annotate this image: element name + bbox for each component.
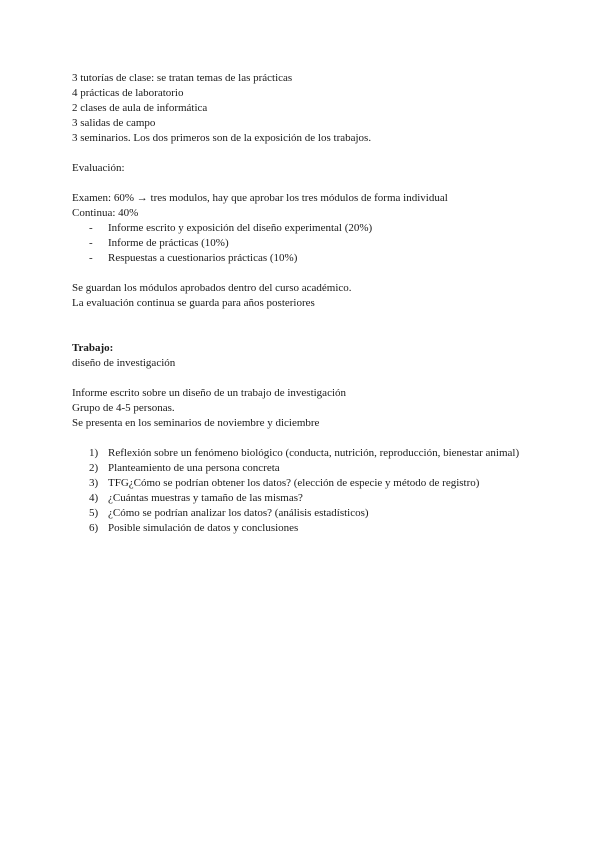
steps-list — [72, 446, 542, 536]
spacer — [72, 431, 542, 446]
work-detail: Se presenta en los seminarios de noviembre y diciembre — [72, 417, 320, 429]
list-item-text: Respuestas a cuestionarios prácticas (10%) — [108, 252, 298, 264]
list-item — [72, 521, 542, 536]
spacer — [72, 311, 542, 341]
list-item — [72, 506, 542, 521]
step-text: TFG¿Cómo se podrían obtener los datos? (elección de especie y método de registro) — [108, 477, 480, 489]
spacer — [72, 146, 542, 161]
evaluation-heading: Evaluación: — [72, 162, 125, 174]
work-detail: Grupo de 4-5 personas. — [72, 402, 175, 414]
step-text: Planteamiento de una persona concreta — [108, 462, 280, 474]
spacer — [72, 176, 542, 191]
continuous-items-list — [72, 221, 542, 266]
work-detail: Informe escrito sobre un diseño de un trabajo de investigación — [72, 387, 347, 399]
evaluation-note: Se guardan los módulos aprobados dentro del curso académico. — [72, 282, 352, 294]
step-text: ¿Cuántas muestras y tamaño de las mismas? — [108, 492, 303, 504]
dash-marker: - — [89, 222, 93, 234]
list-item-text: Informe escrito y exposición del diseño experimental (20%) — [108, 222, 373, 234]
step-number: 2) — [89, 462, 99, 474]
activity-line: 3 salidas de campo — [72, 117, 156, 129]
document-body — [72, 71, 542, 536]
activity-line: 2 clases de aula de informática — [72, 102, 208, 114]
list-item — [72, 236, 542, 251]
activity-line: 4 prácticas de laboratorio — [72, 87, 184, 99]
dash-marker: - — [89, 237, 93, 249]
step-number: 5) — [89, 507, 99, 519]
list-item-text: Informe de prácticas (10%) — [108, 237, 229, 249]
work-subtitle: diseño de investigación — [72, 357, 176, 369]
continuous-line: Continua: 40% — [72, 207, 139, 219]
step-number: 4) — [89, 492, 99, 504]
list-item — [72, 461, 542, 476]
spacer — [72, 266, 542, 281]
list-item — [72, 476, 542, 491]
activities-list — [72, 71, 542, 146]
list-item — [72, 251, 542, 266]
step-text: Posible simulación de datos y conclusiones — [108, 522, 299, 534]
list-item — [72, 221, 542, 236]
evaluation-note: La evaluación continua se guarda para años posteriores — [72, 297, 315, 309]
activity-line: 3 seminarios. Los dos primeros son de la exposición de los trabajos. — [72, 132, 372, 144]
step-number: 3) — [89, 477, 99, 489]
step-text: Reflexión sobre un fenómeno biológico (conducta, nutrición, reproducción, bienestar animal) — [108, 447, 520, 459]
dash-marker: - — [89, 252, 93, 264]
step-number: 1) — [89, 447, 99, 459]
work-heading: Trabajo: — [72, 342, 114, 354]
activity-line: 3 tutorías de clase: se tratan temas de las prácticas — [72, 72, 293, 84]
step-text: ¿Cómo se podrían analizar los datos? (análisis estadísticos) — [108, 507, 369, 519]
list-item — [72, 491, 542, 506]
list-item — [72, 446, 542, 461]
spacer — [72, 371, 542, 386]
exam-line: Examen: 60% → tres modulos, hay que aprobar los tres módulos de forma individual — [72, 192, 448, 204]
step-number: 6) — [89, 522, 99, 534]
